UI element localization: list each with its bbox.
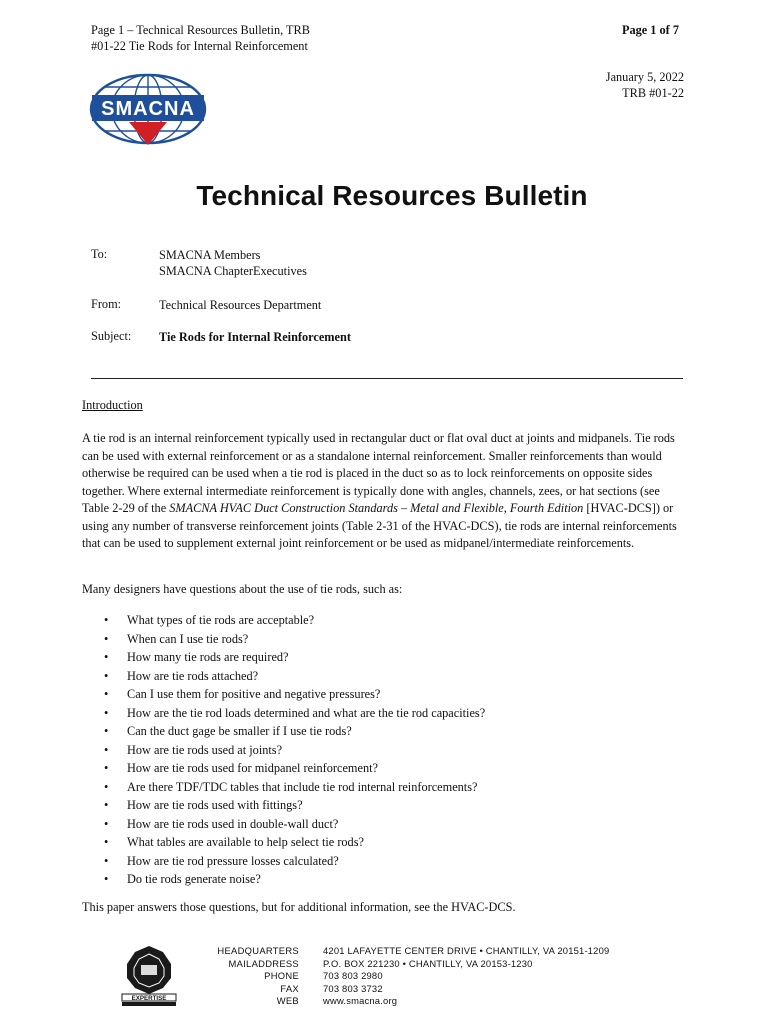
memo-subject-value: Tie Rods for Internal Reinforcement xyxy=(159,330,351,344)
memo-to-recipients xyxy=(159,247,307,279)
bullet-icon: • xyxy=(104,613,109,627)
bullet-icon: • xyxy=(104,779,109,794)
footer-label: FAX xyxy=(280,982,299,994)
question-item xyxy=(104,833,485,852)
question-text: How are tie rods used with fittings? xyxy=(127,798,303,812)
page-number: Page 1 of 7 xyxy=(621,23,679,37)
question-text: Are there TDF/TDC tables that include tie rod internal reinforcements? xyxy=(127,779,478,794)
question-item xyxy=(104,796,485,815)
footer-label: HEADQUARTERS xyxy=(217,945,299,956)
question-item xyxy=(104,759,485,778)
question-text: How are tie rods used at joints? xyxy=(127,742,283,757)
question-text: How are tie rods attached? xyxy=(127,668,259,683)
smacna-logo-wordmark: SMACNA xyxy=(101,98,195,120)
expertise-badge xyxy=(118,944,180,1008)
question-item xyxy=(104,611,485,630)
intro-text-1: A tie rod is an internal reinforcement typically used in rectangular duct or flat oval duct at joints and midpanels. Tie rods can be used with external reinforcement or as a standalone internal reinforcement. Smaller reinforcements than would otherwise be required can be used when a tie rod is placed in the duct so as to lock reinforcements on opposite sides together. Where external intermediate reinforcement is typically done with angles, channels, zees, or hat sections (see Table 2-29 of the xyxy=(82,431,675,515)
question-item xyxy=(104,667,485,686)
smacna-logo xyxy=(88,73,208,145)
bullet-icon: • xyxy=(104,705,109,720)
bullet-icon: • xyxy=(104,872,109,886)
footer-values xyxy=(323,945,609,1008)
closing-paragraph: This paper answers those questions, but for additional information, see the HVAC-DCS. xyxy=(82,900,516,914)
section-heading: Introduction xyxy=(82,398,143,412)
divider xyxy=(91,378,683,379)
bullet-icon: • xyxy=(104,724,109,738)
question-item xyxy=(104,741,485,760)
footer-web-link[interactable]: www.smacna.org xyxy=(323,995,398,1006)
question-item xyxy=(104,722,485,741)
question-item xyxy=(104,778,485,797)
question-text: What tables are available to help select tie rods? xyxy=(127,835,364,849)
memo-to-label: To: xyxy=(91,247,108,261)
memo-from-label: From: xyxy=(91,297,122,311)
questions-list xyxy=(104,611,485,889)
question-item xyxy=(104,870,485,889)
date-block xyxy=(606,69,684,101)
footer-label: WEB xyxy=(276,995,299,1006)
running-header-line-2: #01-22 Tie Rods for Internal Reinforcement xyxy=(91,39,308,53)
question-text: How many tie rods are required? xyxy=(127,650,289,664)
bullet-icon: • xyxy=(104,816,109,831)
bullet-icon: • xyxy=(104,835,109,849)
question-item xyxy=(104,815,485,834)
bullet-icon: • xyxy=(104,798,109,812)
question-text: How are tie rods used in double-wall duct? xyxy=(127,816,339,831)
intro-paragraph xyxy=(82,430,687,553)
question-text: When can I use tie rods? xyxy=(127,631,249,646)
bullet-icon: • xyxy=(104,853,109,868)
intro-text-2: [HVAC-DCS]) or using any number of transverse reinforcement joints (Table 2-31 of the HVAC-DCS), tie rods are internal reinforcements that can be used to supplement external joint reinforcement or be used as midpanel/intermediate reinforcements. xyxy=(82,501,677,550)
footer-value: 4201 LAFAYETTE CENTER DRIVE • CHANTILLY, VA 20151-1209 xyxy=(323,945,610,956)
footer-value: P.O. BOX 221230 • CHANTILLY, VA 20153-1230 xyxy=(323,957,533,969)
page-title: Technical Resources Bulletin xyxy=(196,180,588,211)
bullet-icon: • xyxy=(104,761,109,775)
question-text: Can I use them for positive and negative pressures? xyxy=(127,687,381,701)
question-item xyxy=(104,852,485,871)
bullet-icon: • xyxy=(104,742,109,757)
question-text: How are the tie rod loads determined and what are the tie rod capacities? xyxy=(127,705,486,720)
bullet-icon: • xyxy=(104,631,109,646)
footer-label: MAILADDRESS xyxy=(228,957,299,969)
memo-to-line-1: SMACNA Members xyxy=(159,248,261,262)
bulletin-number: TRB #01-22 xyxy=(622,86,684,100)
running-header-line-1: Page 1 – Technical Resources Bulletin, TRB xyxy=(91,23,310,37)
question-item xyxy=(104,648,485,667)
question-item xyxy=(104,630,485,649)
bullet-icon: • xyxy=(104,650,109,664)
question-text: Can the duct gage be smaller if I use tie rods? xyxy=(127,724,352,738)
question-item xyxy=(104,704,485,723)
memo-from-value: Technical Resources Department xyxy=(159,298,322,312)
footer-label: PHONE xyxy=(264,970,299,981)
footer-labels xyxy=(180,945,299,1008)
memo-subject-label: Subject: xyxy=(91,329,132,343)
bullet-icon: • xyxy=(104,687,109,701)
question-text: Do tie rods generate noise? xyxy=(127,872,261,886)
badge-label: EXPERTISE xyxy=(131,995,167,1002)
question-item xyxy=(104,685,485,704)
questions-intro: Many designers have questions about the use of tie rods, such as: xyxy=(82,582,403,596)
running-header xyxy=(91,22,310,54)
bulletin-date: January 5, 2022 xyxy=(605,70,684,84)
bullet-icon: • xyxy=(104,668,109,683)
memo-to-line-2: SMACNA ChapterExecutives xyxy=(159,264,307,278)
question-text: What types of tie rods are acceptable? xyxy=(127,613,315,627)
intro-citation: SMACNA HVAC Duct Construction Standards – Metal and Flexible, Fourth Edition xyxy=(169,501,584,515)
question-text: How are tie rods used for midpanel reinforcement? xyxy=(127,761,378,775)
question-text: How are tie rod pressure losses calculated? xyxy=(127,853,339,868)
footer-value: 703 803 2980 xyxy=(323,970,383,981)
footer-value: 703 803 3732 xyxy=(323,982,383,994)
